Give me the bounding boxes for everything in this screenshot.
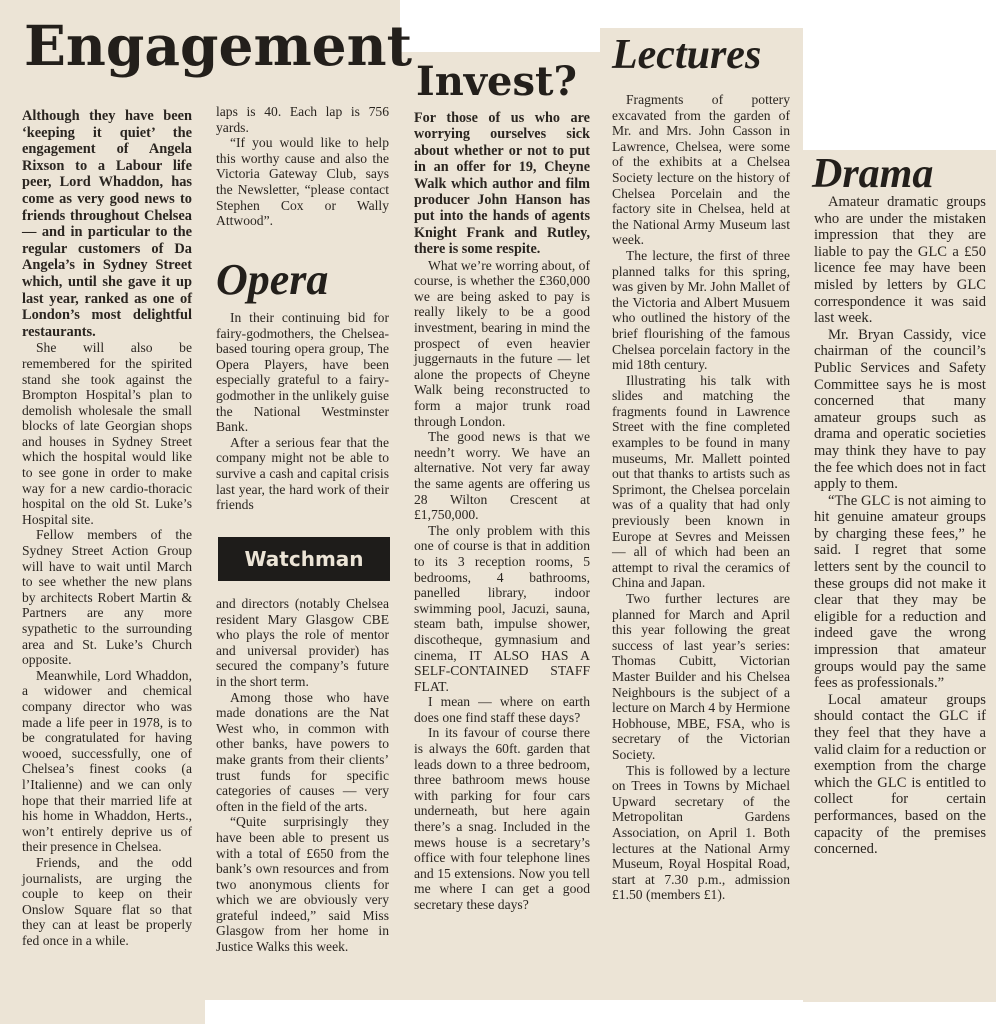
engagement-paragraph: Friends, and the odd journalists, are urging the couple to keep on their Onslow Square flat so that they can at least be properly fed once in a while. xyxy=(22,854,192,948)
engagement-lead: Although they have been ‘keeping it quiet’ the engagement of Angela Rixson to a Labour life peer, Lord Whaddon, has come as very good news to friends throughout Chelsea — and in particular to the regular customers of Da Angela’s in Sydney Street which, until she gave it up last year, ranked as one of London’s most delightful restaurants. xyxy=(22,108,192,340)
drama-headline: Drama xyxy=(812,151,934,197)
engagement-paragraph: Fellow members of the Sydney Street Action Group will have to wait until March to see whether the new plans by architects Robert Martin & Partners are any more sypathetic to the surrounding area and St. Luke’s Church opposite. xyxy=(22,527,192,668)
opera-paragraph: In their continuing bid for fairy-godmothers, the Chelsea-based touring opera group, The Opera Players, have been especially grateful to a fairy-godmother in the unlikely guise the National Westminster Bank. xyxy=(216,310,389,435)
invest-paragraph: I mean — where on earth does one find staff these days? xyxy=(414,694,590,725)
continuation-text: “If you would like to help this worthy cause and also the Victoria Gateway Club, says the Newsletter, “please contact Stephen Cox or Wally Attwood”. xyxy=(216,135,389,229)
opera-article-bottom xyxy=(216,596,389,955)
drama-paragraph: Amateur dramatic groups who are under the mistaken impression that they are liable to pay the GLC a £50 licence fee may have been misled by letters by GLC correspondence it was said last week. xyxy=(814,194,986,327)
invest-paragraph: The only problem with this one of course is that in addition to its 3 reception rooms, 5 bedrooms, 4 bathrooms, panelled library, indoor swimming pool, Jacuzi, sauna, steam bath, impulse shower, discotheque, gymnasium and cinema, IT ALSO HAS A SELF-CONTAINED STAFF FLAT. xyxy=(414,522,590,694)
opera-article-top xyxy=(216,310,389,513)
opera-paragraph: and directors (notably Chelsea resident Mary Glasgow CBE who plays the role of mentor and universal provider) has secured the company’s future in the short term. xyxy=(216,596,389,689)
opera-paragraph: “Quite surprisingly they have been able to present us with a total of £650 from the bank’s own resources and from two anonymous clients for which we are obviously very grateful indeed,” said Miss Glasgow from her home in Justice Walks this week. xyxy=(216,814,389,955)
lectures-paragraph: Illustrating his talk with slides and matching the fragments found in Lawrence Street with the fine completed examples to be found in many museums, Mr. Mallett pointed out that thanks to artists such as Sprimont, the Chelsea porcelain was of a quality that had only previously been known in Europe at Sevres and Meissen — all of which had been an attempt to rival the ceramics of China and Japan. xyxy=(612,372,790,591)
lectures-paragraph: This is followed by a lecture on Trees in Towns by Michael Upward secretary of the Metropolitan Gardens Association, on April 1. Both lectures at the National Army Museum, Royal Hospital Road, start at 7.30 p.m., admission £1.50 (members £1). xyxy=(612,762,790,903)
invest-paragraph: In its favour of course there is always the 60ft. garden that leads down to a three bedroom, three bathroom mews house with parking for four cars underneath, but here again there’s a snag. Included in the mews house is a secretary’s office with four telephone lines and 15 extensions. Now you tell me where I can get a good secretary these days? xyxy=(414,725,590,912)
lectures-paragraph: Two further lectures are planned for March and April this year following the great success of last year’s series: Thomas Cubitt, Victorian Master Builder and his Chelsea Neighbours is the subject of a lecture on March 4 by Hermione Hobhouse, MBE, FSA, who is secretary of the Victorian Society. xyxy=(612,591,790,762)
opera-paragraph: After a serious fear that the company might not be able to survive a cash and capital crisis last year, the hard work of their friends xyxy=(216,434,389,513)
invest-lead: For those of us who are worrying ourselves sick about whether or not to put in an offer for 19, Cheyne Walk which author and film producer John Hanson has put into the hands of agents Knight Frank and Rutley, there is some respite. xyxy=(414,110,590,258)
drama-paragraph: Mr. Bryan Cassidy, vice chairman of the council’s Public Services and Safety Committee says he is most concerned that many amateur groups such as drama and operatic societies may think they have to pay the fee which does not in fact apply to them. xyxy=(814,326,986,493)
drama-paragraph: “The GLC is not aiming to hit genuine amateur groups by charging these fees,” he said. I regret that some letters sent by the council to these groups did not make it clear that they may be eligible for a reduction and indeed gave the wrong impression that amateur groups would pay the same fees as professionals.” xyxy=(814,492,986,692)
invest-paragraph: The good news is that we needn’t worry. We have an alternative. Not very far away the same agents are offering us 28 Wilton Crescent at £1,750,000. xyxy=(414,429,590,523)
engagement-paragraph: Meanwhile, Lord Whaddon, a widower and chemical company director who was made a life peer in 1978, is to be congratulated for having wooed, successfully, one of Chelsea’s finest cooks (a l’Italienne) and we can only hope that their married life at his home in Whaddon, Herts., won’t entirely deprive us of their presence in Chelsea. xyxy=(22,667,192,855)
continuation-text: laps is 40. Each lap is 756 yards. xyxy=(216,104,389,135)
watchman-banner: Watchman xyxy=(218,537,390,581)
drama-paragraph: Local amateur groups should contact the GLC if they feel that they have a valid claim for a reduction or exemption from the charge which the GLC is entitled to collect for certain performances, based on the capacity of the premises concerned. xyxy=(814,691,986,858)
lectures-paragraph: Fragments of pottery excavated from the garden of Mr. and Mrs. John Casson in Lawrence, Chelsea, were some of the exhibits at a Chelsea Society lecture on the history of Chelsea Porcelain and the factory site in Chelsea, held at the National Army Museum last week. xyxy=(612,92,790,248)
invest-paragraph: What we’re worring about, of course, is whether the £360,000 we are being asked to pay is really likely to be a good investment, bearing in mind the prospect of even heavier juggernauts in the future — let alone the propects of Cheyne Walk being reconstructed to form a major trunk road through London. xyxy=(414,257,590,429)
lectures-paragraph: The lecture, the first of three planned talks for this spring, was given by Mr. John Mallet of the Victoria and Albert Musuem who outlined the history of the brief flourishing of the famous Chelsea porcelain factory in the mid 18th century. xyxy=(612,247,790,373)
opera-paragraph: Among those who have made donations are the Nat West who, in common with other banks, have powers to make grants from their clients’ trust funds for specific categories of causes — very often in the field of the arts. xyxy=(216,689,389,814)
engagement-headline: Engagement xyxy=(24,13,413,78)
drama-article xyxy=(814,194,986,858)
lectures-headline: Lectures xyxy=(612,32,762,78)
engagement-paragraph: She will also be remembered for the spirited stand she took against the Brompton Hospital’s plan to demolish wholesale the small blocks of late Georgian shops and houses in Sydney Street which the hospital would like to see gone in order to make way for a new cardio-thoracic hospital on the old St. Luke’s Hospital site. xyxy=(22,340,192,527)
lectures-article xyxy=(612,92,790,903)
invest-article xyxy=(414,110,590,913)
opera-headline: Opera xyxy=(216,255,329,304)
gateway-continuation xyxy=(216,104,389,229)
engagement-article xyxy=(22,108,192,948)
invest-headline: Invest? xyxy=(416,58,577,105)
